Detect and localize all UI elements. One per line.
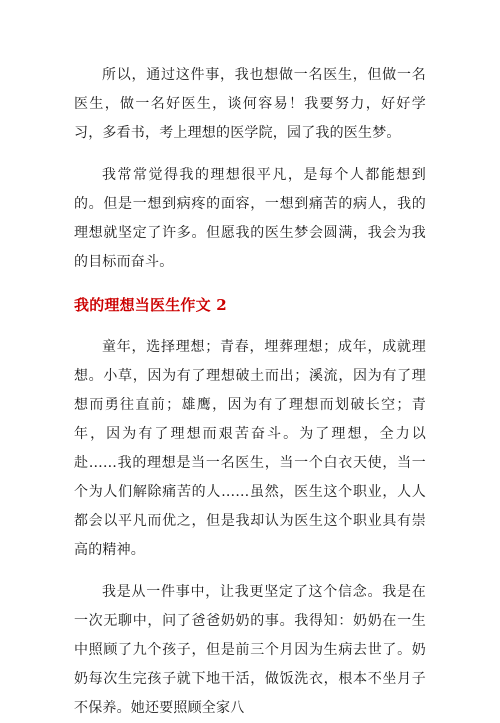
- paragraph-3: 童年，选择理想；青春，埋葬理想；成年，成就理想。小草，因为有了理想破土而出；溪流，因为有了理想而勇往直前；雄鹰，因为有了理想而划破长空；青年，因为有了理想而艰苦奋斗。为了理想，全力以赴……我的理想是当一名医生，当一个白衣天使，当一个为人们解除痛苦的人……虽然，医生这个职业，人人都会以平凡而优之，但是我却认为医生这个职业具有崇高的精神。: [74, 339, 426, 558]
- article-body: [74, 61, 426, 723]
- section-heading: 我的理想当医生作文 2: [74, 296, 227, 314]
- paragraph-4: 我是从一件事中，让我更坚定了这个信念。我是在一次无聊中，问了爸爸奶奶的事。我得知：奶奶在一生中照顾了九个孩子，但是前三个月因为生病去世了。奶奶每次生完孩子就下地干活，做饭洗衣，根本不坐月子不保养。她还要照顾全家八: [74, 584, 426, 716]
- paragraph-1: 所以，通过这件事，我也想做一名医生，但做一名医生，做一名好医生，谈何容易！我要努力，好好学习，多看书，考上理想的医学院，园了我的医生梦。: [74, 67, 426, 141]
- paragraph-2: 我常常觉得我的理想很平凡，是每个人都能想到的。但是一想到病疼的面容，一想到痛苦的病人，我的理想就坚定了许多。但愿我的医生梦会圆满，我会为我的目标而奋斗。: [74, 167, 426, 270]
